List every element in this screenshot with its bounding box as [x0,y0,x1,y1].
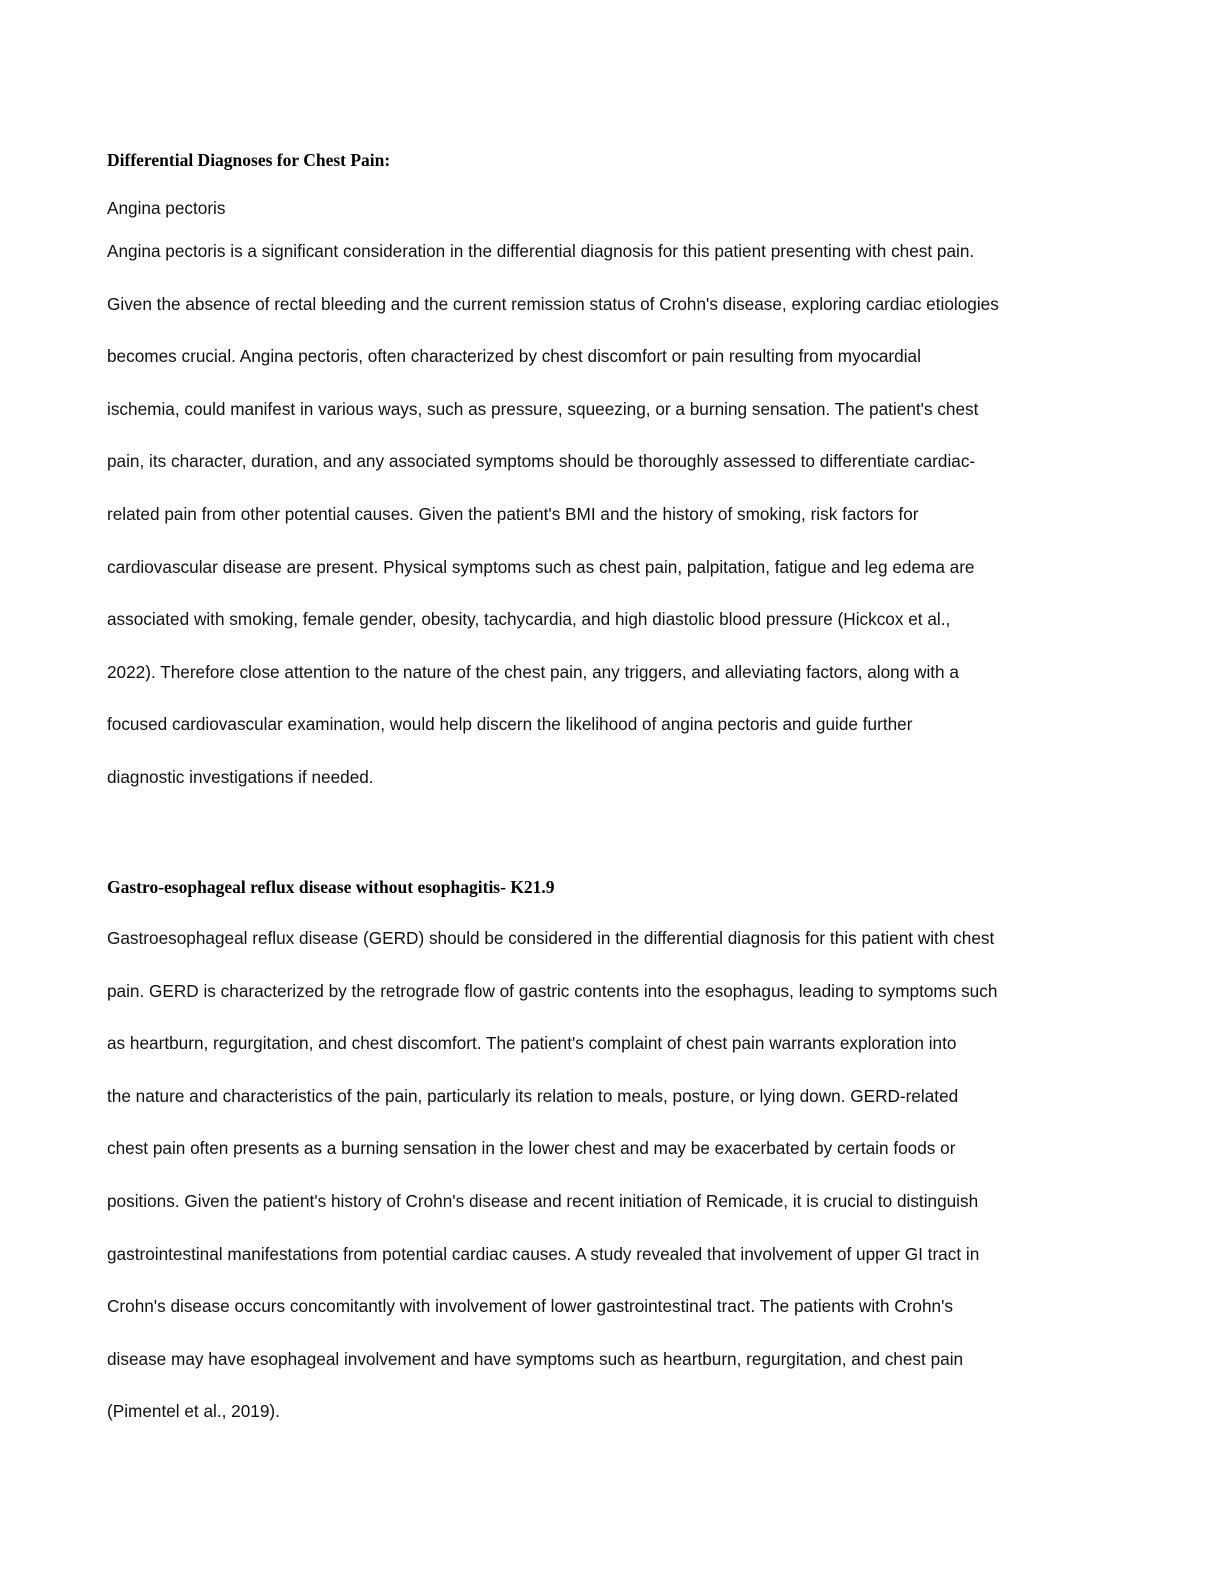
paragraph-line: focused cardiovascular examination, would help discern the likelihood of angina pectoris and guide further [107,714,913,735]
paragraph-line: cardiovascular disease are present. Physical symptoms such as chest pain, palpitation, fatigue and leg edema are [107,556,975,577]
paragraph-line: chest pain often presents as a burning sensation in the lower chest and may be exacerbated by certain foods or [107,1138,956,1159]
paragraph-line: Angina pectoris is a significant consideration in the differential diagnosis for this patient presenting with chest pain. [107,241,975,261]
paragraph-line: Given the absence of rectal bleeding and the current remission status of Crohn's disease, exploring cardiac etiologies [107,293,999,314]
paragraph-line: 2022). Therefore close attention to the nature of the chest pain, any triggers, and alleviating factors, along with a [107,661,959,682]
subheading-angina-pectoris: Angina pectoris [107,198,226,218]
paragraph-line: ischemia, could manifest in various ways, such as pressure, squeezing, or a burning sensation. The patient's chest [107,398,979,419]
paragraph-line: pain. GERD is characterized by the retrograde flow of gastric contents into the esophagus, leading to symptoms such [107,980,998,1001]
paragraph-line: positions. Given the patient's history of Crohn's disease and recent initiation of Remicade, it is crucial to distinguish [107,1190,979,1211]
paragraph-line: associated with smoking, female gender, obesity, tachycardia, and high diastolic blood pressure (Hickcox et al., [107,609,951,630]
paragraph-line: (Pimentel et al., 2019). [107,1401,280,1422]
paragraph-line: becomes crucial. Angina pectoris, often characterized by chest discomfort or pain resulting from myocardial [107,346,921,367]
paragraph-angina [107,225,1147,804]
section-heading-differential-diagnoses: Differential Diagnoses for Chest Pain: [107,150,391,170]
paragraph-line: Gastroesophageal reflux disease (GERD) should be considered in the differential diagnosis for this patient with chest [107,928,995,948]
paragraph-line: disease may have esophageal involvement and have symptoms such as heartburn, regurgitation, and chest pain [107,1348,964,1369]
paragraph-line: pain, its character, duration, and any associated symptoms should be thoroughly assessed to differentiate cardiac- [107,451,976,472]
paragraph-line: the nature and characteristics of the pain, particularly its relation to meals, posture, or lying down. GERD-related [107,1085,959,1106]
paragraph-line: gastrointestinal manifestations from potential cardiac causes. A study revealed that involvement of upper GI tract in [107,1243,980,1264]
paragraph-line: related pain from other potential causes. Given the patient's BMI and the history of smoking, risk factors for [107,503,919,524]
paragraph-gerd [107,912,1147,1438]
paragraph-line: diagnostic investigations if needed. [107,766,374,787]
paragraph-line: Crohn's disease occurs concomitantly with involvement of lower gastrointestinal tract. The patients with Crohn's [107,1296,953,1317]
paragraph-line: as heartburn, regurgitation, and chest discomfort. The patient's complaint of chest pain warrants exploration into [107,1033,957,1054]
section-heading-gerd: Gastro-esophageal reflux disease without esophagitis- K21.9 [107,877,555,897]
